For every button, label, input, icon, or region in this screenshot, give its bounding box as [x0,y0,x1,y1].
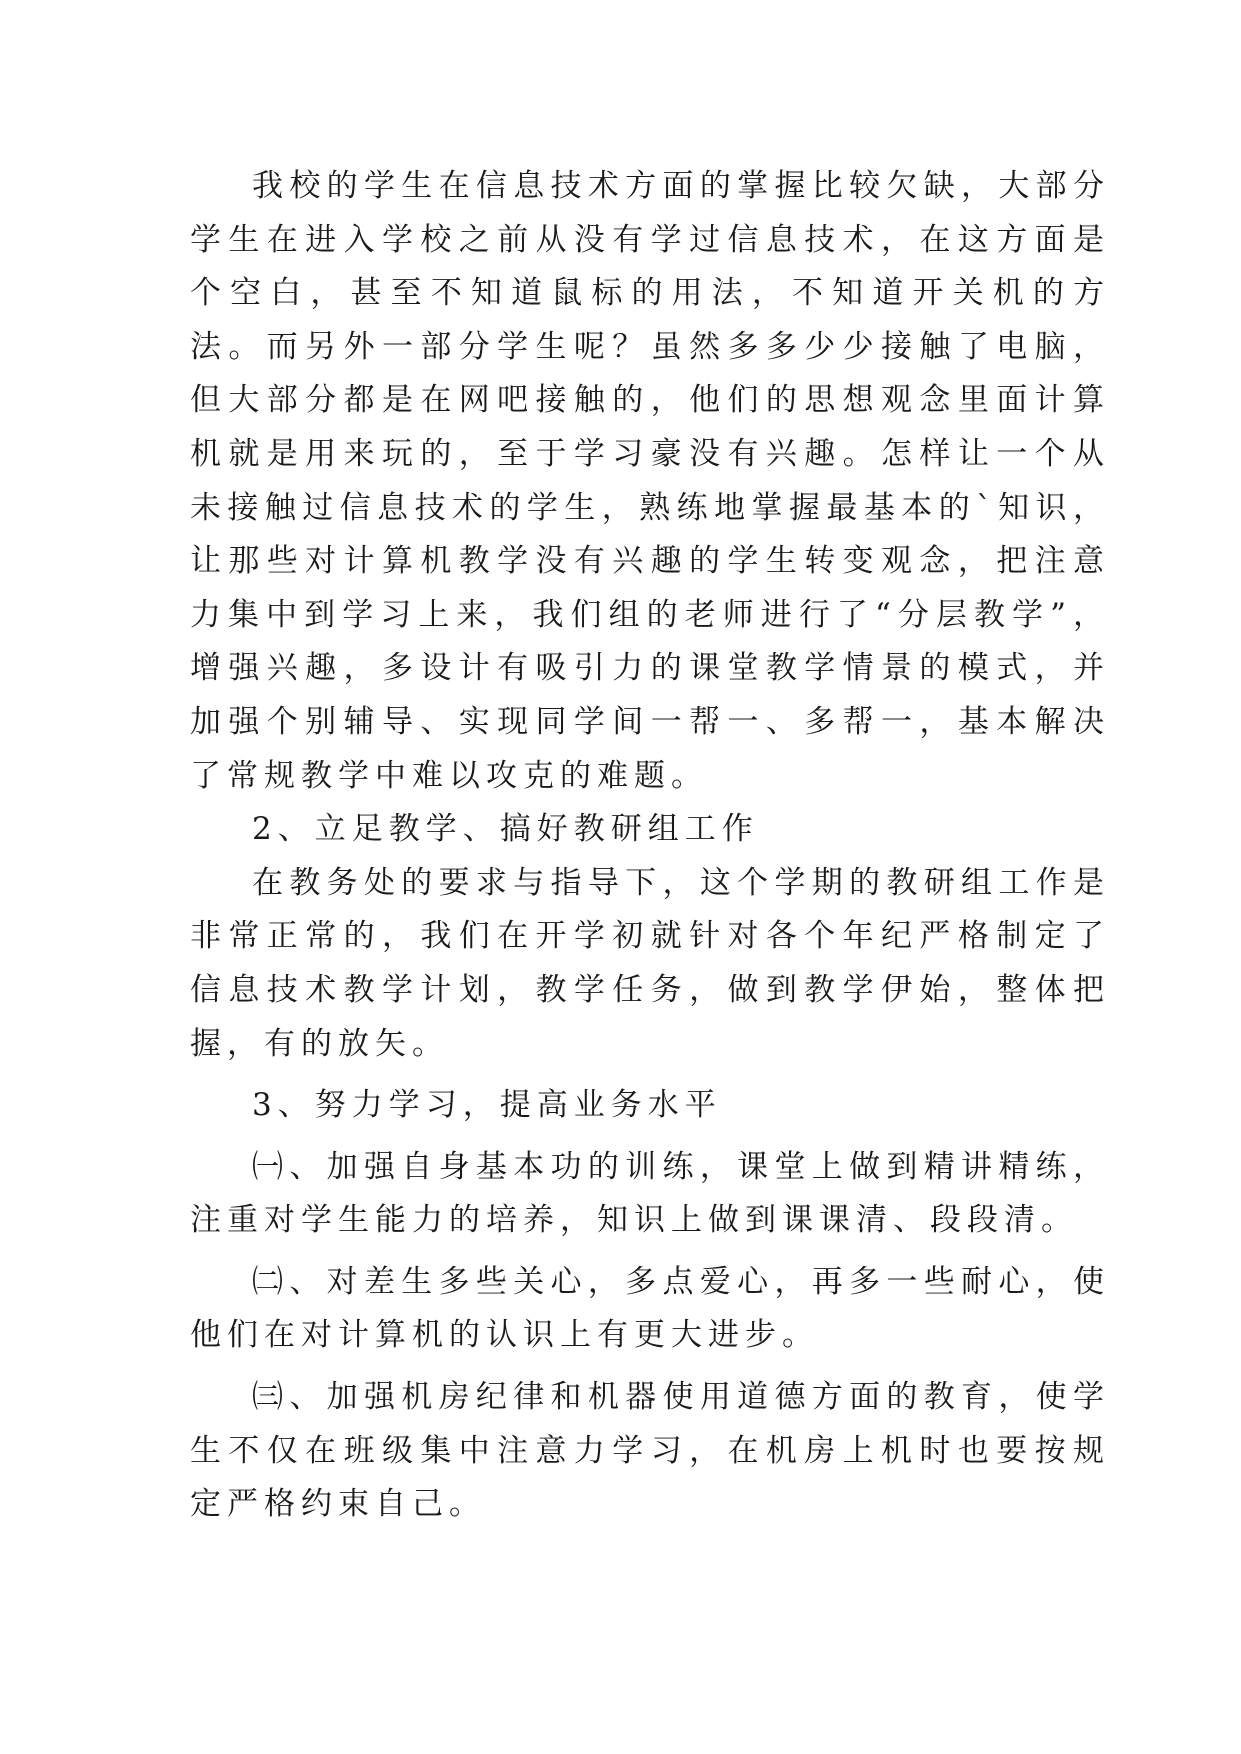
paragraph-school-situation: 我校的学生在信息技术方面的掌握比较欠缺，大部分学生在进入学校之前从没有学过信息技术，在这方面是个空白，甚至不知道鼠标的用法，不知道开关机的方法。而另外一部分学生呢？虽然多多少少接触了电脑，但大部分都是在网吧接触的，他们的思想观念里面计算机就是用来玩的，至于学习豪没有兴趣。怎样让一个从未接触过信息技术的学生，熟练地掌握最基本的`知识，让那些对计算机教学没有兴趣的学生转变观念，把注意力集中到学习上来，我们组的老师进行了“分层教学”，增强兴趣，多设计有吸引力的课堂教学情景的模式，并加强个别辅导、实现同学间一帮一、多帮一，基本解决了常规教学中难以攻克的难题。 [190,168,1110,794]
paragraph-gap [190,1071,1110,1079]
list-item-basic-skills: ㈠、加强自身基本功的训练，课堂上做到精讲精练，注重对学生能力的培养，知识上做到课课清、段段清。 [190,1148,1110,1239]
paragraph-gap [190,1363,1110,1371]
heading-study-improve: 3、努力学习，提高业务水平 [252,1087,722,1124]
document-body [190,160,1110,1532]
list-item-lab-discipline: ㈢、加强机房纪律和机器使用道德方面的教育，使学生不仅在班级集中注意力学习，在机房上机时也要按规定严格约束自己。 [190,1379,1110,1523]
paragraph-teaching-research: 在教务处的要求与指导下，这个学期的教研组工作是非常正常的，我们在开学初就针对各个年纪严格制定了信息技术教学计划，教学任务，做到教学伊始，整体把握，有的放矢。 [190,864,1110,1062]
list-item-care-students: ㈡、对差生多些关心，多点爱心，再多一些耐心，使他们在对计算机的认识上有更大进步。 [190,1263,1110,1354]
paragraph-gap [190,1248,1110,1256]
paragraph-gap [190,1133,1110,1141]
heading-teaching-research: 2、立足教学、搞好教研组工作 [252,811,759,848]
